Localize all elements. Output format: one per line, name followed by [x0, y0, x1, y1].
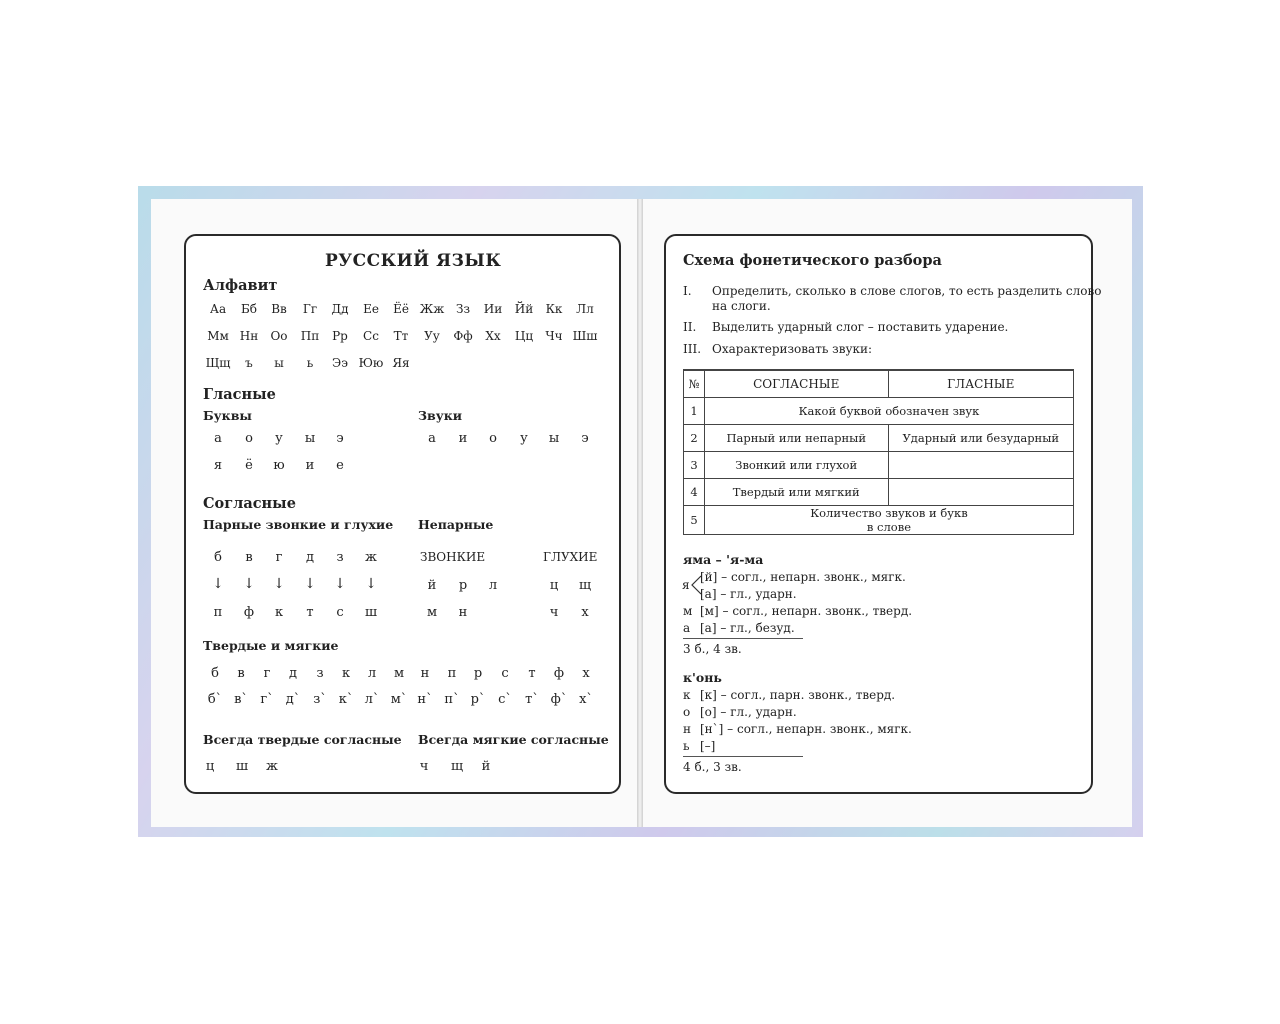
example-line: [м] – согл., непарн. звонк., тверд.	[700, 604, 913, 618]
alphabet-letter: ъ	[245, 356, 253, 370]
vowel-sound: у	[520, 431, 528, 446]
hard-letter: с	[501, 666, 509, 681]
hard-letter: п	[447, 666, 457, 681]
table-header-row	[684, 370, 1074, 397]
paired-voiced-letter: в	[245, 550, 253, 565]
arrow-down-icon: ↓	[212, 576, 224, 592]
row-span-line: в слове	[866, 519, 912, 534]
unpaired-voiceless-letter: щ	[578, 578, 592, 593]
hard-letter: г	[263, 666, 271, 681]
left-panel	[184, 234, 621, 794]
always-soft-heading: Всегда мягкие согласные	[418, 732, 609, 747]
example-line: [а] – гл., ударн.	[700, 587, 797, 601]
example-letter: м	[683, 604, 693, 618]
vowel-letter: ё	[245, 458, 253, 473]
hard-letter: р	[473, 666, 483, 681]
table-row	[684, 478, 1074, 505]
vowels-heading: Гласные	[203, 386, 276, 403]
paired-voiceless-letter: ш	[364, 605, 378, 620]
soft-letter: з`	[313, 692, 327, 707]
alphabet-letter: Дд	[331, 302, 349, 316]
row-vowel-text: Ударный или безударный	[888, 424, 1074, 451]
row-consonant-text: Твердый или мягкий	[704, 478, 888, 505]
alphabet-letter: Цц	[514, 329, 534, 343]
always-soft-letter: й	[481, 759, 491, 774]
unpaired-consonants-heading: Непарные	[418, 517, 494, 532]
alphabet-letter: Нн	[239, 329, 259, 343]
alphabet-letter: Гг	[302, 302, 318, 316]
hard-letter: б	[211, 666, 219, 681]
row-consonant-text: Звонкий или глухой	[704, 451, 888, 478]
vowel-sound: ы	[548, 431, 560, 446]
soft-letter: в`	[234, 692, 248, 707]
arrow-down-icon: ↓	[365, 576, 377, 592]
table-row	[684, 397, 1074, 424]
alphabet-letter: Бб	[240, 302, 258, 316]
alphabet-letter: Чч	[545, 329, 563, 343]
paired-voiced-letter: д	[305, 550, 314, 565]
arrow-down-icon: ↓	[304, 576, 316, 592]
row-span-text	[704, 505, 1073, 534]
alphabet-letter: Лл	[576, 302, 594, 316]
arrow-down-icon: ↓	[273, 576, 285, 592]
soft-letter: г`	[260, 692, 274, 707]
unpaired-voiced-letter: н	[458, 605, 468, 620]
paired-voiceless-letter: к	[274, 605, 284, 620]
alphabet-letter: Хх	[485, 329, 501, 343]
example-line: [а] – гл., безуд.	[700, 621, 795, 635]
paired-voiced-letter: з	[336, 550, 344, 565]
vowel-sound: о	[489, 431, 497, 446]
example-word: к'онь	[683, 670, 722, 685]
alphabet-letter: Яя	[392, 356, 410, 370]
vowel-letter: я	[213, 458, 223, 473]
example-line: [к] – согл., парн. звонк., тверд.	[700, 688, 896, 702]
divider	[683, 756, 803, 757]
alphabet-letter: Жж	[419, 302, 445, 316]
example-letter: ь	[683, 739, 690, 753]
soft-letter: р`	[470, 692, 486, 707]
vowel-letter: и	[305, 458, 315, 473]
alphabet-letter: Зз	[455, 302, 471, 316]
paired-voiced-letter: г	[275, 550, 283, 565]
table-row	[684, 424, 1074, 451]
step-text: Определить, сколько в слове слогов, то есть разделить слово	[712, 284, 1102, 298]
example-letter: н	[683, 722, 691, 736]
soft-letter: м`	[390, 692, 408, 707]
vowel-sound: а	[428, 431, 436, 446]
unpaired-voiced-letter: й	[427, 578, 437, 593]
table-header-vowels: ГЛАСНЫЕ	[888, 370, 1074, 397]
vowel-letter: а	[214, 431, 222, 446]
alphabet-letter: Тт	[393, 329, 409, 343]
table-header-consonants: СОГЛАСНЫЕ	[704, 370, 888, 397]
hard-letter: з	[316, 666, 324, 681]
voiced-label: ЗВОНКИЕ	[420, 550, 486, 564]
paired-consonants-heading: Парные звонкие и глухие	[203, 517, 394, 532]
hard-letter: м	[393, 666, 405, 681]
step-number: I.	[683, 284, 692, 298]
unpaired-voiceless-letter: ч	[549, 605, 559, 620]
hard-soft-heading: Твердые и мягкие	[203, 638, 339, 653]
row-consonant-text: Парный или непарный	[704, 424, 888, 451]
always-soft-letter: щ	[450, 759, 464, 774]
soft-letter: л`	[364, 692, 380, 707]
voiceless-label: ГЛУХИЕ	[543, 550, 598, 564]
alphabet-letter: Аа	[209, 302, 227, 316]
always-soft-letter: ч	[419, 759, 429, 774]
example-line: [о] – гл., ударн.	[700, 705, 797, 719]
row-number: 5	[684, 505, 705, 534]
hard-letter: л	[367, 666, 377, 681]
unpaired-voiceless-letter: ц	[549, 578, 559, 593]
example-letter: к	[683, 688, 691, 702]
hard-letter: в	[237, 666, 245, 681]
alphabet-letter: Ее	[363, 302, 379, 316]
vowel-letter: е	[336, 458, 344, 473]
example-line: [–]	[700, 739, 716, 753]
row-vowel-text	[888, 451, 1074, 478]
example-line: [н`] – согл., непарн. звонк., мягк.	[700, 722, 912, 736]
unpaired-voiced-letter: л	[488, 578, 498, 593]
example-summary: 3 б., 4 зв.	[683, 642, 742, 656]
soft-letter: п`	[444, 692, 460, 707]
alphabet-letter: Рр	[332, 329, 348, 343]
row-span-line: Количество звуков и букв	[810, 505, 968, 520]
vowel-sounds-heading: Звуки	[418, 408, 463, 423]
row-number: 2	[684, 424, 705, 451]
vowel-letter: ы	[304, 431, 316, 446]
divider	[683, 638, 803, 639]
always-hard-letter: ц	[205, 759, 215, 774]
alphabet-letter: ы	[274, 356, 284, 370]
alphabet-letter: Оо	[270, 329, 288, 343]
paired-voiceless-letter: т	[306, 605, 314, 620]
step-number: II.	[683, 320, 697, 334]
alphabet-letter: Ии	[483, 302, 503, 316]
alphabet-letter: Вв	[271, 302, 287, 316]
alphabet-letter: Ээ	[332, 356, 348, 370]
vowel-letter: у	[275, 431, 283, 446]
alphabet-letter: Юю	[358, 356, 384, 370]
alphabet-letter: Уу	[424, 329, 440, 343]
row-number: 1	[684, 397, 705, 424]
alphabet-letter: Шш	[572, 329, 598, 343]
unpaired-voiced-letter: м	[426, 605, 438, 620]
paired-voiced-letter: б	[214, 550, 222, 565]
vowel-letters-heading: Буквы	[203, 408, 252, 423]
table-row	[684, 451, 1074, 478]
alphabet-heading: Алфавит	[203, 277, 278, 294]
alphabet-letter: Ёё	[393, 302, 409, 316]
table-row	[684, 505, 1074, 534]
consonants-heading: Согласные	[203, 495, 296, 512]
always-hard-letter: ш	[235, 759, 249, 774]
hard-letter: к	[341, 666, 351, 681]
example-letter: о	[683, 705, 691, 719]
unpaired-voiceless-letter: х	[581, 605, 589, 620]
soft-letter: б`	[207, 692, 223, 707]
alphabet-letter: Кк	[545, 302, 563, 316]
soft-letter: ф`	[550, 692, 568, 707]
alphabet-letter: ь	[306, 356, 314, 370]
paired-voiceless-letter: ф	[243, 605, 255, 620]
always-hard-heading: Всегда твердые согласные	[203, 732, 402, 747]
table-header-number: №	[684, 370, 705, 397]
hard-letter: н	[420, 666, 430, 681]
vowel-letter: о	[245, 431, 253, 446]
soft-letter: к`	[338, 692, 354, 707]
example-word: яма – 'я-ма	[683, 552, 764, 567]
hard-letter: д	[288, 666, 297, 681]
paired-voiceless-letter: п	[213, 605, 223, 620]
vowel-letter: э	[336, 431, 344, 446]
alphabet-letter: Йй	[514, 302, 534, 316]
alphabet-letter: Пп	[300, 329, 320, 343]
arrow-down-icon: ↓	[243, 576, 255, 592]
always-hard-letter: ж	[266, 759, 278, 774]
row-span-text: Какой буквой обозначен звук	[704, 397, 1073, 424]
paired-voiceless-letter: с	[336, 605, 344, 620]
vowel-sound: и	[458, 431, 468, 446]
alphabet-letter: Фф	[453, 329, 473, 343]
example-letter: а	[683, 621, 691, 635]
alphabet-letter: Мм	[207, 329, 229, 343]
hard-letter: ф	[553, 666, 565, 681]
step-text: Выделить ударный слог – поставить ударение.	[712, 320, 1009, 334]
alphabet-letter: Сс	[363, 329, 379, 343]
row-vowel-text	[888, 478, 1074, 505]
step-text: на слоги.	[712, 299, 771, 313]
vowel-letter: ю	[273, 458, 285, 473]
example-line: [й] – согл., непарн. звонк., мягк.	[700, 570, 906, 584]
alphabet-letter: Щщ	[205, 356, 231, 370]
soft-letter: н`	[417, 692, 433, 707]
example-summary: 4 б., 3 зв.	[683, 760, 742, 774]
notebook-spine	[637, 199, 643, 827]
row-number: 3	[684, 451, 705, 478]
vowel-sound: э	[581, 431, 589, 446]
example-letter: я	[682, 578, 690, 592]
phonetic-table	[683, 369, 1074, 535]
soft-letter: т`	[525, 692, 539, 707]
step-number: III.	[683, 342, 702, 356]
paired-voiced-letter: ж	[365, 550, 377, 565]
row-number: 4	[684, 478, 705, 505]
step-text: Охарактеризовать звуки:	[712, 342, 873, 356]
page-title: РУССКИЙ ЯЗЫК	[325, 251, 502, 271]
soft-letter: с`	[498, 692, 512, 707]
soft-letter: х`	[579, 692, 593, 707]
scheme-title: Схема фонетического разбора	[683, 252, 942, 269]
hard-letter: х	[582, 666, 590, 681]
soft-letter: д`	[285, 692, 301, 707]
hard-letter: т	[528, 666, 536, 681]
arrow-down-icon: ↓	[334, 576, 346, 592]
unpaired-voiced-letter: р	[458, 578, 468, 593]
